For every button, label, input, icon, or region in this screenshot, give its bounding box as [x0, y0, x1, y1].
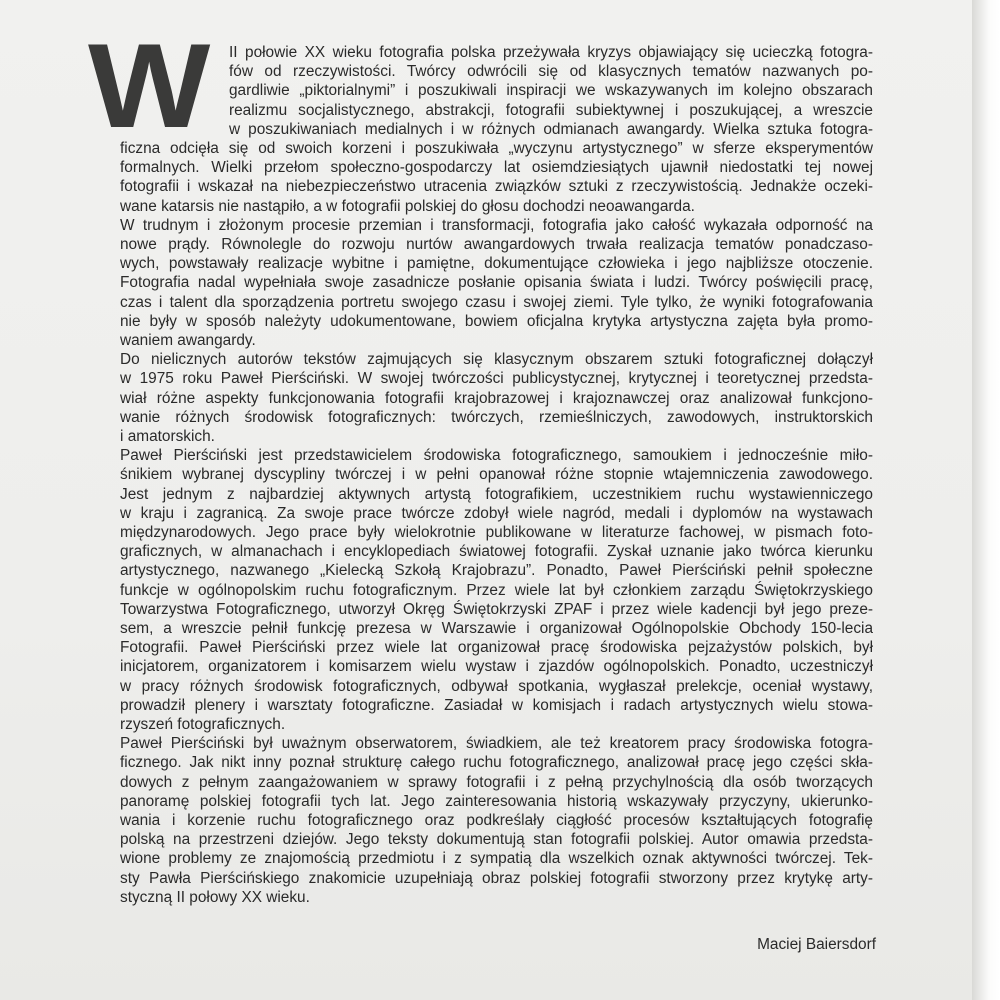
text-line: graficznych, w almanachach i encyklopediach światowej fotografii. Zyskał uznanie jako twórca kierunku [120, 543, 873, 561]
text-line: śnikiem wybranej dyscypliny twórczej i w pełni opanował różne stopnie wtajemniczenia zawodowego. [120, 466, 873, 484]
text-line: fów od rzeczywistości. Twórcy odwrócili się od klasycznych tematów nazwanych po- [229, 63, 873, 81]
text-line: i amatorskich. [120, 428, 215, 445]
page-edge [972, 0, 1000, 1000]
text-line: nie były w sposób należyty udokumentowane, bowiem oficjalna krytyka artystyczna zajęta była promo- [120, 312, 873, 330]
text-line: Jest jednym z najbardziej aktywnych artystą fotografikiem, uczestnikiem ruchu wystawienniczego [120, 485, 873, 503]
text-line: funkcje w ogólnopolskim ruchu fotograficznym. Przez wiele lat był członkiem zarządu Świętokrzyskiego [120, 581, 873, 599]
text-line: czas i talent dla sporządzenia portretu swojego czasu i swojej ziemi. Tyle tylko, że wyniki fotografowania [120, 293, 873, 311]
drop-cap-letter: W [88, 19, 207, 153]
author-signature: Maciej Baiersdorf [757, 936, 876, 953]
text-line: waniem awangardy. [120, 332, 256, 349]
text-line: wiał różne aspekty funkcjonowania fotografii krajobrazowej i krajoznawczej oraz analizował funkcjono- [120, 389, 873, 407]
text-line: styczną II połowy XX wieku. [120, 888, 310, 906]
text-line: dowych z pełnym zaangażowaniem w sprawy fotografii i z pełną przychylnością dla osób tworzących [120, 773, 873, 791]
text-line: wanie różnych środowisk fotograficznych: twórczych, rzemieślniczych, zawodowych, instruktorskich [120, 408, 873, 426]
text-line: realizmu socjalistycznego, abstrakcji, fotografii subiektywnej i poszukującej, a wreszcie [229, 101, 873, 119]
text-line: Paweł Pierściński był uważnym obserwatorem, świadkiem, ale też kreatorem pracy środowiska fotogra- [120, 735, 873, 753]
text-line: gardliwie „piktorialnymi” i poszukiwali inspiracji we wskazywanych im kolejno obszarach [229, 82, 873, 100]
text-line: inicjatorem, organizatorem i komisarzem wielu wystaw i zjazdów ogólnopolskich. Ponadto, uczestniczył [120, 658, 873, 676]
text-line: w kraju i zagranicą. Za swoje prace twórcze zdobył wiele nagród, medali i dyplomów na wystawach [120, 504, 873, 522]
text-line: wione problemy ze znajomością przedmiotu i z sympatią dla wszelkich oznak aktywności twórczej. Tek- [120, 850, 873, 868]
text-line: formalnych. Wielki przełom społeczno-gospodarczy lat osiemdziesiątych ujawnił niedostatki tej nowej [120, 159, 873, 177]
text-line: Fotografia nadal wypełniała swoje zasadnicze posłanie opisania świata i ludzi. Twórcy poświęcili pracę, [120, 274, 873, 292]
text-line: wania i korzenie ruchu fotograficznego oraz podkreślały ciągłość procesów kształtujących fotografię [120, 812, 873, 829]
text-line: wych, powstawały realizacje wybitne i pamiętne, dokumentujące człowieka i jego najbliższe otoczenie. [120, 255, 873, 273]
text-line: w poszukiwaniach medialnych i w różnych odmianach awangardy. Wielka sztuka fotogra- [229, 120, 873, 138]
text-line: polską na przestrzeni dziejów. Jego teksty dokumentują stan fotografii polskiej. Autor omawia przedsta- [120, 831, 873, 849]
text-line: W trudnym i złożonym procesie przemian i transformacji, fotografia jako całość wykazała odporność na [120, 216, 873, 234]
text-line: w pracy różnych środowisk fotograficznych, odbywał spotkania, wygłaszał prelekcje, oceniał wystawy, [120, 677, 873, 695]
text-line: Towarzystwa Fotograficznego, utworzył Okręg Świętokrzyski ZPAF i przez wiele kadencji był jego preze- [120, 600, 873, 618]
text-line: sem, a wreszcie pełnił funkcję prezesa w Warszawie i organizował Ogólnopolskie Obchody 150-lecia [120, 620, 873, 637]
text-line: międzynarodowych. Jego prace były wielokrotnie publikowane w literaturze fachowej, w pismach foto- [120, 524, 873, 541]
text-line: fotografii i wskazał na niebezpieczeństwo utracenia związków sztuki z rzeczywistością. Jednakże oczeki- [120, 178, 873, 196]
text-line: sty Pawła Pierścińskiego znakomicie uzupełniają obraz polskiej fotografii stworzony przez krytykę arty- [120, 869, 873, 887]
text-line: Paweł Pierściński jest przedstawicielem środowiska fotograficznego, samoukiem i jednocześnie miło- [120, 447, 873, 465]
text-line: w 1975 roku Paweł Pierściński. W swojej twórczości publicystycznej, krytycznej i teoretycznej przedsta- [120, 370, 873, 388]
text-line: panoramę polskiej fotografii tych lat. Jego zainteresowania historią wskazywały przyczyny, ukierunko- [120, 792, 873, 810]
text-line: wane katarsis nie nastąpiło, a w fotografii polskiej do głosu dochodzi neoawangarda. [120, 197, 695, 215]
text-line: rzyszeń fotograficznych. [120, 716, 286, 733]
text-line: nowe prądy. Równolegle do rozwoju nurtów awangardowych trwała realizacja tematów ponadczaso- [120, 236, 873, 253]
text-line: artystycznego, nazwanego „Kielecką Szkołą Krajobrazu”. Ponadto, Paweł Pierściński pełnił społeczne [120, 562, 873, 580]
text-line: II połowie XX wieku fotografia polska przeżywała kryzys objawiający się ucieczką fotogra- [229, 44, 873, 61]
text-line: ficzna odcięła się od swoich korzeni i poszukiwała „wyczynu artystycznego” w sferze eksperymentów [120, 140, 873, 157]
text-line: Fotografii. Paweł Pierściński przez wiele lat organizował pracę środowiska pejzażystów polskich, był [120, 639, 873, 657]
text-line: ficznego. Jak nikt inny poznał strukturę całego ruchu fotograficznego, analizował pracę jego części skła- [120, 754, 873, 772]
text-line: prowadził plenery i warsztaty fotograficzne. Zasiadał w komisjach i radach artystycznych wielu stowa- [120, 696, 873, 714]
text-line: Do nielicznych autorów tekstów zajmujących się klasycznym obszarem sztuki fotograficznej dołączył [120, 351, 873, 369]
